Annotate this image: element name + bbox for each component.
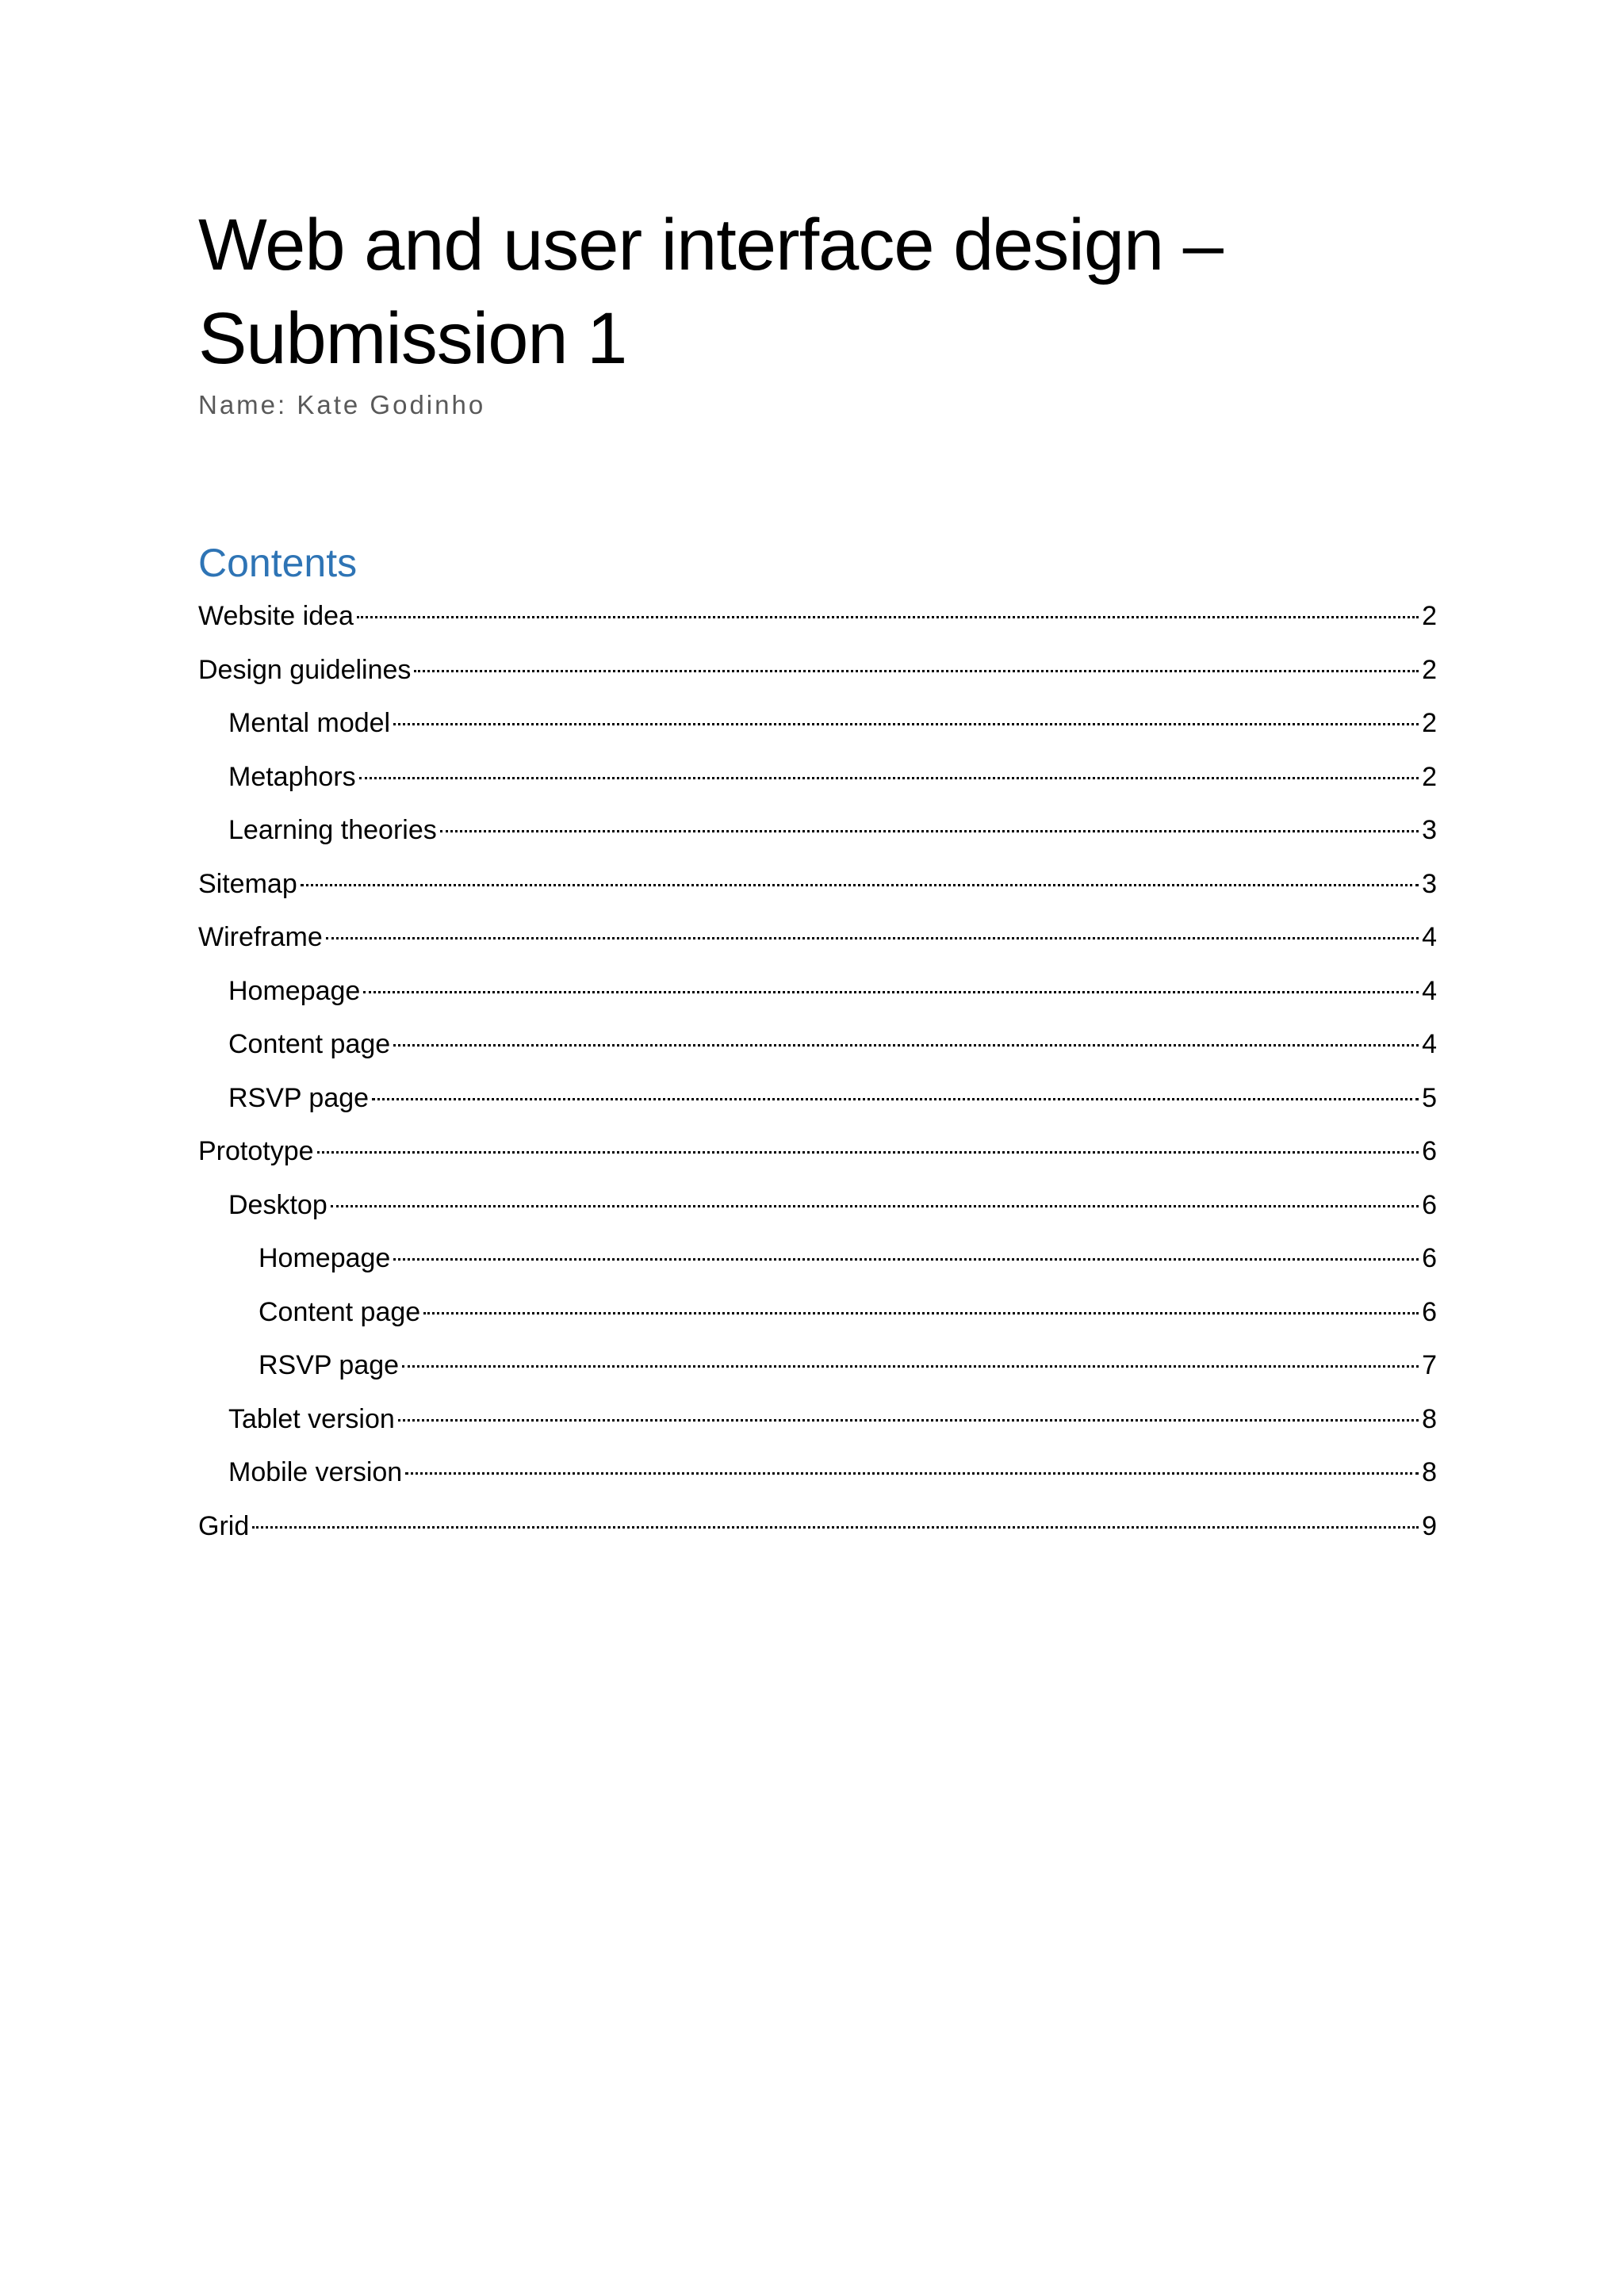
toc-entry[interactable] [198, 911, 1437, 965]
toc-entry-page-number: 2 [1422, 761, 1437, 792]
toc-entry-page-number: 7 [1422, 1350, 1437, 1380]
toc-dot-leader [398, 1419, 1419, 1422]
toc-entry-page-number: 4 [1422, 975, 1437, 1006]
toc-entry-page-number: 4 [1422, 922, 1437, 952]
document-title [198, 198, 1437, 385]
toc-dot-leader [405, 1472, 1419, 1475]
toc-entry-label: Learning theories [228, 815, 437, 845]
document-title-line-2: Submission 1 [198, 298, 627, 379]
toc-entry-page-number: 6 [1422, 1136, 1437, 1166]
document-title-line-1: Web and user interface design – [198, 205, 1223, 285]
toc-entry[interactable] [198, 590, 1437, 644]
toc-entry[interactable] [198, 858, 1437, 912]
toc-entry-label: Prototype [198, 1136, 314, 1166]
toc-entry[interactable] [198, 644, 1437, 698]
table-of-contents [198, 590, 1437, 1553]
toc-dot-leader [423, 1312, 1419, 1314]
toc-entry-page-number: 2 [1422, 601, 1437, 631]
toc-entry-page-number: 2 [1422, 654, 1437, 685]
document-page [198, 198, 1437, 1553]
toc-dot-leader [363, 991, 1419, 993]
toc-entry[interactable] [198, 1500, 1437, 1554]
toc-entry-label: Wireframe [198, 922, 323, 952]
toc-entry-label: Content page [259, 1296, 421, 1327]
document-subtitle: Name: Kate Godinho [198, 390, 486, 419]
toc-entry[interactable] [198, 1446, 1437, 1500]
toc-entry[interactable] [198, 965, 1437, 1019]
toc-dot-leader [357, 616, 1419, 618]
toc-entry-label: RSVP page [228, 1082, 370, 1113]
toc-dot-leader [402, 1365, 1419, 1368]
toc-entry-page-number: 4 [1422, 1029, 1437, 1059]
toc-entry[interactable] [198, 1339, 1437, 1393]
toc-entry-label: Homepage [259, 1243, 391, 1273]
toc-entry[interactable] [198, 1018, 1437, 1072]
toc-dot-leader [317, 1151, 1419, 1154]
toc-entry-page-number: 6 [1422, 1243, 1437, 1273]
toc-entry-label: Metaphors [228, 761, 356, 792]
toc-entry-page-number: 3 [1422, 815, 1437, 845]
toc-entry-label: Mobile version [228, 1457, 403, 1487]
toc-entry-label: Content page [228, 1029, 391, 1059]
toc-dot-leader [393, 723, 1419, 725]
toc-dot-leader [372, 1098, 1419, 1100]
toc-dot-leader [326, 937, 1419, 939]
toc-entry-label: Design guidelines [198, 654, 412, 685]
toc-entry-label: Mental model [228, 708, 391, 738]
toc-entry-page-number: 2 [1422, 708, 1437, 738]
toc-entry[interactable] [198, 1125, 1437, 1179]
toc-entry-label: Website idea [198, 601, 354, 631]
toc-dot-leader [440, 830, 1419, 832]
toc-entry-page-number: 5 [1422, 1082, 1437, 1113]
toc-entry-page-number: 9 [1422, 1510, 1437, 1541]
toc-entry-label: Sitemap [198, 868, 297, 899]
toc-dot-leader [301, 884, 1419, 886]
toc-entry-page-number: 8 [1422, 1403, 1437, 1434]
toc-dot-leader [414, 670, 1419, 672]
toc-entry-page-number: 6 [1422, 1296, 1437, 1327]
toc-entry[interactable] [198, 1232, 1437, 1286]
toc-entry-page-number: 8 [1422, 1457, 1437, 1487]
toc-dot-leader [359, 777, 1419, 779]
toc-entry[interactable] [198, 1393, 1437, 1447]
toc-entry[interactable] [198, 1072, 1437, 1126]
toc-entry-label: Grid [198, 1510, 250, 1541]
toc-dot-leader [331, 1205, 1419, 1207]
toc-entry-label: Tablet version [228, 1403, 395, 1434]
toc-entry-label: Desktop [228, 1189, 327, 1220]
toc-dot-leader [393, 1258, 1419, 1261]
toc-entry-page-number: 3 [1422, 868, 1437, 899]
toc-entry-label: RSVP page [259, 1350, 400, 1380]
toc-entry[interactable] [198, 697, 1437, 751]
toc-heading: Contents [198, 541, 358, 585]
toc-entry-label: Homepage [228, 975, 361, 1006]
toc-entry-page-number: 6 [1422, 1189, 1437, 1220]
toc-dot-leader [393, 1044, 1419, 1047]
toc-entry[interactable] [198, 804, 1437, 858]
toc-dot-leader [252, 1526, 1419, 1529]
toc-entry[interactable] [198, 751, 1437, 805]
toc-entry[interactable] [198, 1286, 1437, 1340]
toc-entry[interactable] [198, 1179, 1437, 1233]
